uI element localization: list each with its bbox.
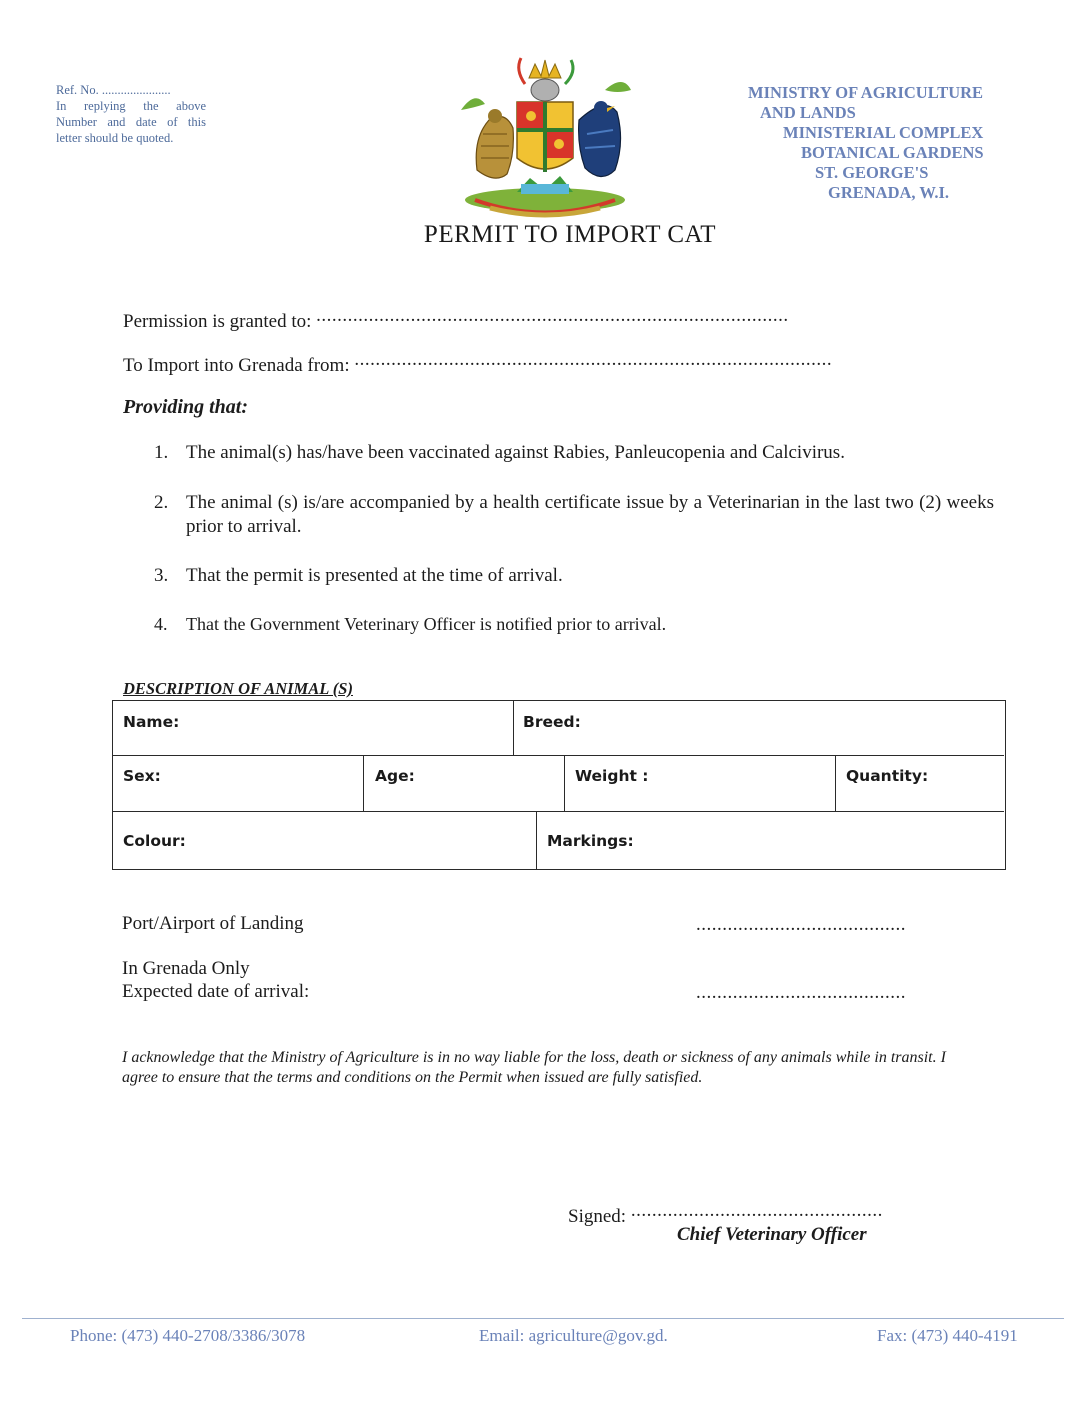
footer-divider — [22, 1318, 1064, 1319]
arrival-label — [122, 957, 309, 1003]
markings-field[interactable]: Markings: — [547, 832, 634, 850]
ministry-line-4: BOTANICAL GARDENS — [801, 143, 984, 162]
condition-text: That the Government Veterinary Officer is notified prior to arrival. — [186, 614, 667, 634]
port-of-landing-fill-line[interactable]: ........................................ — [696, 914, 906, 935]
condition-item — [154, 441, 994, 465]
animal-description-table — [112, 700, 1006, 870]
grenada-coat-of-arms-icon — [455, 50, 635, 220]
ref-number: Ref. No. ...................... — [56, 83, 171, 97]
condition-text: The animal (s) is/are accompanied by a health certificate issue by a Veterinarian in the last two (2) weeks prior to arrival. — [186, 492, 994, 537]
ministry-line-1: MINISTRY OF AGRICULTURE — [748, 83, 984, 102]
condition-item — [154, 491, 994, 539]
condition-number: 3. — [154, 565, 169, 586]
footer-email: Email: agriculture@gov.gd. — [479, 1326, 668, 1345]
import-from-line — [123, 349, 910, 377]
age-field[interactable]: Age: — [375, 767, 415, 785]
officer-title: Chief Veterinary Officer — [677, 1224, 867, 1245]
page-title: PERMIT TO IMPORT CAT — [423, 221, 717, 248]
ministry-address — [735, 83, 1035, 203]
condition-number: 1. — [154, 442, 169, 463]
ministry-line-2: AND LANDS — [760, 103, 856, 122]
acknowledgement-text: I acknowledge that the Ministry of Agriculture is in no way liable for the loss, death or sickness of any animals while in transit. I agree to ensure that the terms and conditions on the Permit when issued are fully satisfied. — [122, 1049, 946, 1086]
signed-label: Signed: — [568, 1206, 627, 1227]
ref-line-1: In replying the above — [56, 99, 206, 113]
colour-field[interactable]: Colour: — [123, 832, 186, 850]
table-divider — [363, 755, 364, 811]
quantity-field[interactable]: Quantity: — [846, 767, 929, 785]
providing-that-heading: Providing that: — [123, 396, 249, 418]
sex-field[interactable]: Sex: — [123, 767, 161, 785]
permission-line — [123, 305, 916, 333]
name-field[interactable]: Name: — [123, 713, 180, 731]
breed-field[interactable]: Breed: — [523, 713, 581, 731]
arrival-date-fill-line[interactable]: ........................................ — [696, 982, 906, 1003]
condition-text: The animal(s) has/have been vaccinated against Rabies, Panleucopenia and Calcivirus. — [186, 442, 845, 463]
signature-fill-line[interactable]: ................................................ — [630, 1200, 883, 1221]
ministry-line-6: GRENADA, W.I. — [828, 183, 950, 202]
condition-item — [154, 612, 994, 636]
ref-line-3: letter should be quoted. — [56, 131, 174, 145]
permission-fill-line[interactable]: .......................................................................................... — [316, 305, 789, 326]
ministry-line-5: ST. GEORGE'S — [815, 163, 929, 182]
condition-number: 4. — [154, 614, 168, 634]
ref-line-2: Number and date of this — [56, 115, 206, 129]
footer-fax: Fax: (473) 440-4191 — [877, 1326, 1018, 1345]
port-of-landing-label: Port/Airport of Landing — [122, 913, 304, 934]
condition-number: 2. — [154, 492, 169, 513]
reference-note — [56, 82, 206, 146]
weight-field[interactable]: Weight : — [575, 767, 649, 785]
description-heading: DESCRIPTION OF ANIMAL (S) — [123, 679, 353, 698]
ministry-line-3: MINISTERIAL COMPLEX — [783, 123, 984, 142]
arrival-label-line-2: Expected date of arrival: — [122, 981, 310, 1002]
footer-phone: Phone: (473) 440-2708/3386/3078 — [70, 1326, 306, 1345]
condition-item — [154, 564, 994, 588]
condition-text: That the permit is presented at the time of arrival. — [186, 565, 563, 586]
permission-label: Permission is granted to: — [123, 311, 312, 332]
arrival-label-line-1: In Grenada Only — [122, 958, 250, 979]
import-from-label: To Import into Grenada from: — [123, 355, 350, 376]
import-from-fill-line[interactable]: ........................................................................................... — [354, 349, 833, 370]
